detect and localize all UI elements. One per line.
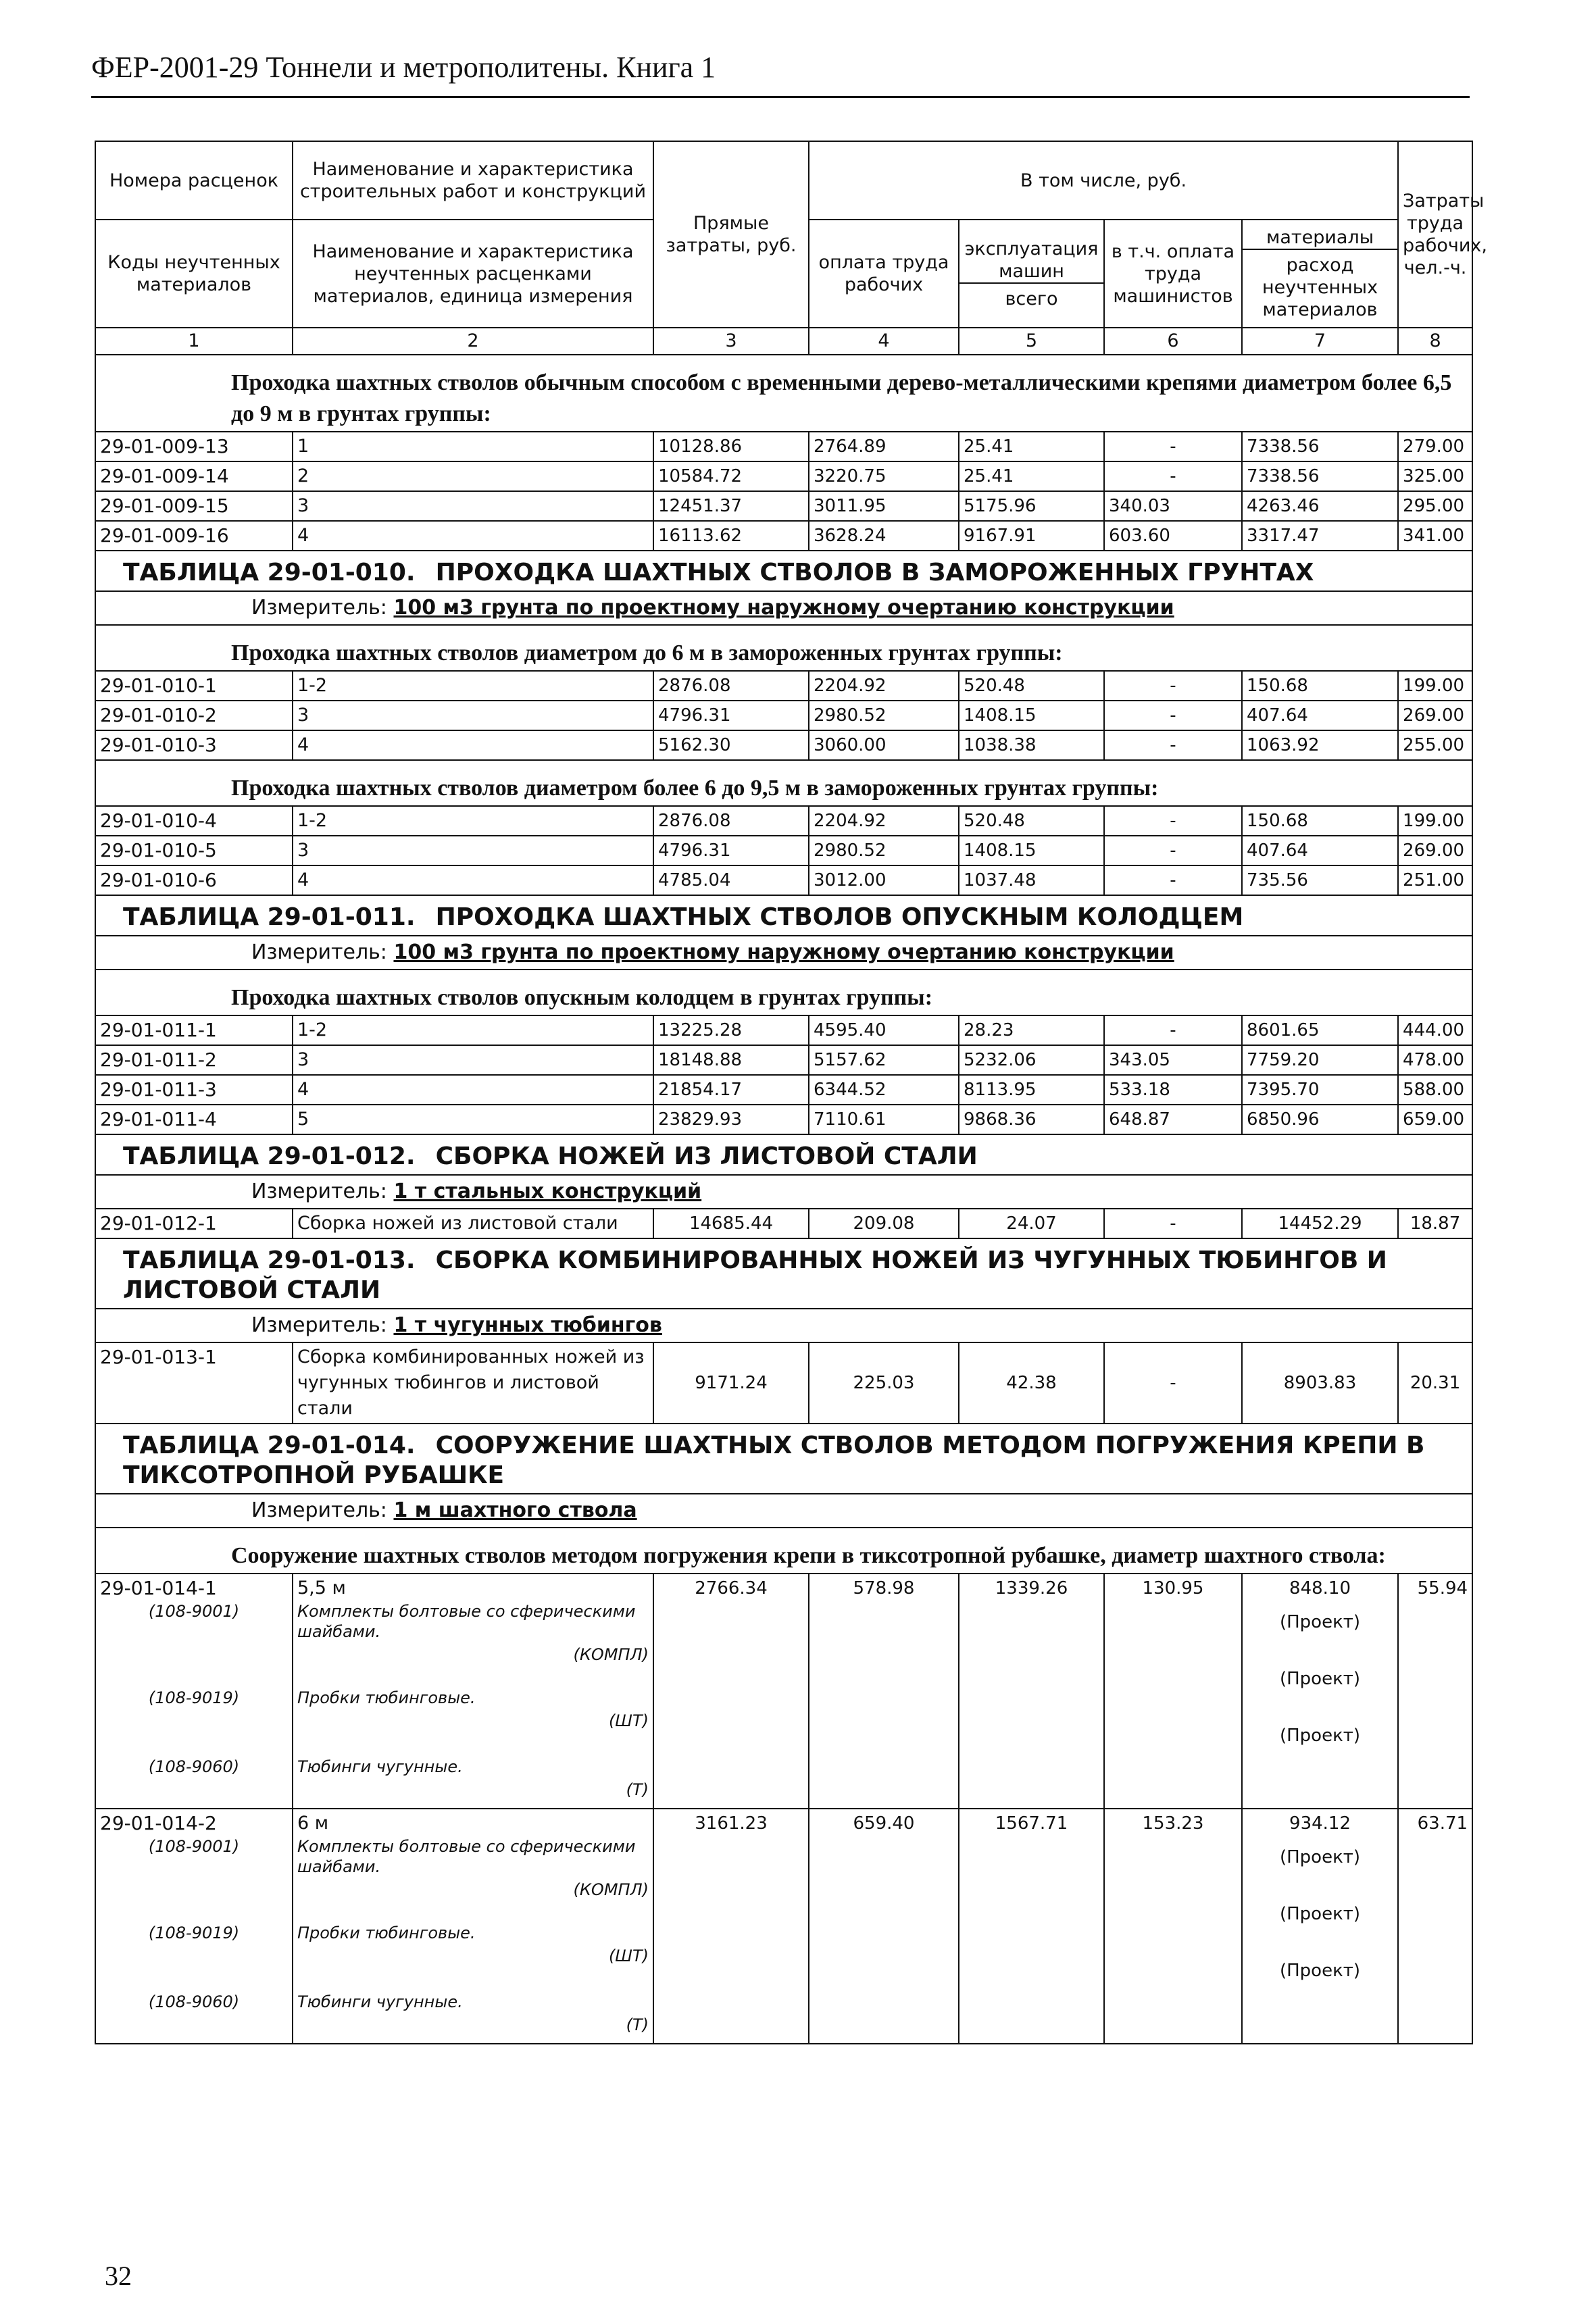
cell-value: 8113.95	[959, 1075, 1104, 1105]
meter-label: Измеритель:	[251, 1313, 387, 1337]
material-unit: (ШТ)	[608, 1711, 649, 1730]
col-number: 3	[653, 328, 809, 355]
work-name: 4	[293, 730, 653, 760]
cell-value: 1408.15	[959, 836, 1104, 865]
cell-value: 9171.24	[653, 1342, 809, 1424]
cell-value: -	[1104, 865, 1242, 895]
work-name: 1-2	[293, 806, 653, 836]
cell-value: 63.71	[1417, 1813, 1468, 1834]
table-header	[95, 141, 1487, 355]
rate-code-cell	[95, 1574, 293, 1809]
table-title-text: СБОРКА НОЖЕЙ ИЗ ЛИСТОВОЙ СТАЛИ	[435, 1142, 978, 1170]
work-name: 5	[293, 1105, 653, 1134]
cell-value: 7338.56	[1242, 461, 1398, 491]
work-name: 4	[293, 521, 653, 551]
cell-value: 16113.62	[653, 521, 809, 551]
rate-code: 29-01-014-1	[100, 1577, 217, 1599]
rate-code: 29-01-009-15	[95, 491, 293, 521]
cell-value: 18148.88	[653, 1045, 809, 1075]
material-code: (108-9060)	[148, 1757, 240, 1776]
col-number: 4	[809, 328, 959, 355]
cell-value: 9167.91	[959, 521, 1104, 551]
cell-value: 199.00	[1398, 806, 1472, 836]
rate-code: 29-01-012-1	[95, 1209, 293, 1238]
table-title-text: СБОРКА КОМБИНИРОВАННЫХ НОЖЕЙ ИЗ ЧУГУННЫХ ТЮБИНГОВ И ЛИСТОВОЙ СТАЛИ	[123, 1247, 1387, 1304]
cell-value: 1339.26	[995, 1578, 1068, 1599]
cell-value: 533.18	[1104, 1075, 1242, 1105]
cell-value: 520.48	[959, 671, 1104, 701]
meter-label: Измеритель:	[251, 596, 387, 620]
work-name-cell	[293, 1574, 653, 1809]
cell-value: 295.00	[1398, 491, 1472, 521]
cell-value: 603.60	[1104, 521, 1242, 551]
work-name: 3	[293, 491, 653, 521]
cell-value: 199.00	[1398, 671, 1472, 701]
table-row	[95, 671, 1472, 701]
cell-value: -	[1104, 806, 1242, 836]
col-number: 8	[1398, 328, 1472, 355]
work-name: 1-2	[293, 671, 653, 701]
cell-value: 21854.17	[653, 1075, 809, 1105]
cell-value: 4263.46	[1242, 491, 1398, 521]
cell-value: 341.00	[1398, 521, 1472, 551]
header-including: В том числе, руб.	[809, 141, 1398, 220]
table-row	[95, 1809, 1472, 2044]
work-name: Сборка комбинированных ножей из чугунных тюбингов и листовой стали	[293, 1342, 653, 1424]
rate-code: 29-01-009-14	[95, 461, 293, 491]
meter-line	[95, 1309, 1472, 1342]
value-cell	[653, 1574, 809, 1809]
section-heading: Сооружение шахтных стволов методом погружения крепи в тиксотропной рубашке, диаметр шахтного ствола:	[95, 1528, 1472, 1574]
cell-value: 2876.08	[653, 671, 809, 701]
header-wages: оплата труда рабочих	[809, 220, 959, 328]
material-amount: (Проект)	[1279, 1847, 1361, 1867]
work-name: 1-2	[293, 1015, 653, 1045]
material-code: (108-9019)	[148, 1923, 240, 1942]
meter-line	[95, 591, 1472, 625]
header-machines-total-label: всего	[1005, 288, 1058, 309]
table-code: ТАБЛИЦА 29-01-014.	[123, 1432, 416, 1459]
header-machines-total	[959, 220, 1104, 328]
material-amount: (Проект)	[1279, 1669, 1361, 1689]
meter-value: 100 м3 грунта по проектному наружному очертанию конструкции	[393, 940, 1174, 964]
cell-value: 153.23	[1142, 1813, 1204, 1834]
material-name: Комплекты болтовые со сферическими шайбами.	[297, 1837, 636, 1876]
table-title	[95, 1238, 1472, 1309]
cell-value: 444.00	[1398, 1015, 1472, 1045]
cell-value: 5232.06	[959, 1045, 1104, 1075]
material-unit: (Т)	[626, 2015, 649, 2034]
cell-value: -	[1104, 671, 1242, 701]
work-name: 5,5 м	[297, 1578, 346, 1599]
rate-code: 29-01-010-6	[95, 865, 293, 895]
cell-value: -	[1104, 1209, 1242, 1238]
cell-value: 1037.48	[959, 865, 1104, 895]
rates-table	[95, 141, 1487, 2044]
cell-value: 8903.83	[1242, 1342, 1398, 1424]
table-row	[95, 806, 1472, 836]
rate-code: 29-01-009-13	[95, 432, 293, 461]
rate-code: 29-01-010-3	[95, 730, 293, 760]
value-cell	[653, 1809, 809, 2044]
table-row	[95, 461, 1472, 491]
cell-value: 1063.92	[1242, 730, 1398, 760]
cell-value: -	[1104, 730, 1242, 760]
material-unit: (Т)	[626, 1780, 649, 1799]
meter-label: Измеритель:	[251, 1180, 387, 1203]
cell-value: 18.87	[1398, 1209, 1472, 1238]
cell-value: 1567.71	[995, 1813, 1068, 1834]
header-labor: Затраты труда рабочих, чел.-ч.	[1398, 141, 1472, 328]
cell-value: 25.41	[959, 432, 1104, 461]
cell-value: 7338.56	[1242, 432, 1398, 461]
meter-value: 1 м шахтного ствола	[393, 1499, 637, 1522]
cell-value: 8601.65	[1242, 1015, 1398, 1045]
value-cell	[959, 1809, 1104, 2044]
work-name: 3	[293, 1045, 653, 1075]
header-machines: эксплуатация машин	[959, 238, 1103, 284]
table-row	[95, 1105, 1472, 1134]
cell-value: 13225.28	[653, 1015, 809, 1045]
cell-value: 4796.31	[653, 836, 809, 865]
cell-value: 3161.23	[695, 1813, 768, 1834]
col-number: 1	[95, 328, 293, 355]
cell-value: 3317.47	[1242, 521, 1398, 551]
cell-value: 24.07	[959, 1209, 1104, 1238]
work-name: 2	[293, 461, 653, 491]
cell-value: 2980.52	[809, 836, 959, 865]
cell-value: 279.00	[1398, 432, 1472, 461]
work-name: 1	[293, 432, 653, 461]
table-row	[95, 836, 1472, 865]
meter-value: 100 м3 грунта по проектному наружному очертанию конструкции	[393, 596, 1174, 620]
table-row	[95, 521, 1472, 551]
cell-value: 588.00	[1398, 1075, 1472, 1105]
col-number: 6	[1104, 328, 1242, 355]
header-rate-numbers: Номера расценок	[95, 141, 293, 220]
cell-value: 269.00	[1398, 701, 1472, 730]
cell-value: 735.56	[1242, 865, 1398, 895]
cell-value: 55.94	[1417, 1578, 1468, 1599]
rate-code: 29-01-013-1	[95, 1342, 293, 1424]
cell-value: 5157.62	[809, 1045, 959, 1075]
rate-code: 29-01-011-3	[95, 1075, 293, 1105]
cell-value: 23829.93	[653, 1105, 809, 1134]
cell-value: 578.98	[853, 1578, 915, 1599]
header-unaccounted-name: Наименование и характеристика неучтенных расценками материалов, единица измерения	[293, 220, 653, 328]
material-code: (108-9019)	[148, 1688, 240, 1707]
material-code: (108-9001)	[148, 1837, 240, 1856]
value-cell	[1398, 1574, 1472, 1809]
cell-value: 934.12	[1289, 1813, 1351, 1834]
table-row	[95, 1209, 1472, 1238]
work-name: 4	[293, 865, 653, 895]
cell-value: 2766.34	[695, 1578, 768, 1599]
material-unit: (ШТ)	[608, 1946, 649, 1965]
cell-value: 4796.31	[653, 701, 809, 730]
cell-value: 2204.92	[809, 671, 959, 701]
column-numbers-row	[95, 328, 1472, 355]
cell-value: 130.95	[1142, 1578, 1204, 1599]
material-amount: (Проект)	[1279, 1612, 1361, 1632]
cell-value: 2876.08	[653, 806, 809, 836]
table-code: ТАБЛИЦА 29-01-011.	[123, 903, 416, 931]
material-unit: (КОМПЛ)	[573, 1880, 649, 1899]
rate-code: 29-01-010-2	[95, 701, 293, 730]
header-machinist-wages: в т.ч. оплата труда машинистов	[1104, 220, 1242, 328]
section-heading: Проходка шахтных стволов диаметром до 6 м в замороженных грунтах группы:	[95, 625, 1472, 671]
cell-value: 150.68	[1242, 806, 1398, 836]
material-amount: (Проект)	[1279, 1904, 1361, 1924]
cell-value: 225.03	[809, 1342, 959, 1424]
cell-value: 2204.92	[809, 806, 959, 836]
header-codes-unaccounted: Коды неучтенных материалов	[95, 220, 293, 328]
cell-value: 848.10	[1289, 1578, 1351, 1599]
table-row	[95, 730, 1472, 760]
cell-value: 2980.52	[809, 701, 959, 730]
cell-value: 255.00	[1398, 730, 1472, 760]
rate-code: 29-01-010-1	[95, 671, 293, 701]
cell-value: -	[1104, 836, 1242, 865]
table-title	[95, 551, 1472, 591]
rate-code: 29-01-014-2	[100, 1812, 217, 1834]
materials-value-cell	[1242, 1809, 1398, 2044]
table-code: ТАБЛИЦА 29-01-012.	[123, 1142, 416, 1170]
cell-value: 269.00	[1398, 836, 1472, 865]
material-amount: (Проект)	[1279, 1961, 1361, 1981]
cell-value: 28.23	[959, 1015, 1104, 1045]
work-name: 4	[293, 1075, 653, 1105]
cell-value: 7395.70	[1242, 1075, 1398, 1105]
material-name: Комплекты болтовые со сферическими шайбами.	[297, 1602, 636, 1641]
cell-value: 1038.38	[959, 730, 1104, 760]
table-row	[95, 1075, 1472, 1105]
rate-code: 29-01-011-4	[95, 1105, 293, 1134]
col-number: 5	[959, 328, 1104, 355]
cell-value: 407.64	[1242, 701, 1398, 730]
cell-value: 3628.24	[809, 521, 959, 551]
table-row	[95, 1574, 1472, 1809]
meter-label: Измеритель:	[251, 940, 387, 964]
cell-value: 251.00	[1398, 865, 1472, 895]
cell-value: 14452.29	[1242, 1209, 1398, 1238]
table-title-text: СООРУЖЕНИЕ ШАХТНЫХ СТВОЛОВ МЕТОДОМ ПОГРУЖЕНИЯ КРЕПИ В ТИКСОТРОПНОЙ РУБАШКЕ	[123, 1432, 1425, 1489]
cell-value: -	[1104, 432, 1242, 461]
cell-value: -	[1104, 461, 1242, 491]
cell-value: 42.38	[959, 1342, 1104, 1424]
table-code: ТАБЛИЦА 29-01-013.	[123, 1247, 416, 1274]
cell-value: 343.05	[1104, 1045, 1242, 1075]
section-heading: Проходка шахтных стволов диаметром более 6 до 9,5 м в замороженных грунтах группы:	[95, 760, 1472, 806]
meter-label: Измеритель:	[251, 1499, 387, 1522]
rate-code-cell	[95, 1809, 293, 2044]
cell-value: 4595.40	[809, 1015, 959, 1045]
table-row	[95, 1045, 1472, 1075]
material-name: Тюбинги чугунные.	[297, 1992, 463, 2011]
cell-value: 2764.89	[809, 432, 959, 461]
table-title	[95, 1134, 1472, 1175]
work-name: 3	[293, 701, 653, 730]
meter-line	[95, 936, 1472, 970]
cell-value: -	[1104, 1015, 1242, 1045]
cell-value: 659.00	[1398, 1105, 1472, 1134]
cell-value: 3220.75	[809, 461, 959, 491]
cell-value: -	[1104, 701, 1242, 730]
rate-code: 29-01-010-4	[95, 806, 293, 836]
cell-value: 478.00	[1398, 1045, 1472, 1075]
value-cell	[1104, 1809, 1242, 2044]
value-cell	[1104, 1574, 1242, 1809]
header-direct-costs: Прямые затраты, руб.	[653, 141, 809, 328]
section-heading: Проходка шахтных стволов обычным способом с временными дерево-металлическими крепями диаметром более 6,5 до 9 м в грунтах группы:	[95, 355, 1472, 432]
meter-value: 1 т чугунных тюбингов	[393, 1313, 662, 1337]
header-materials-unaccounted	[1242, 220, 1398, 328]
table-row	[95, 491, 1472, 521]
meter-value: 1 т стальных конструкций	[393, 1180, 702, 1203]
value-cell	[809, 1574, 959, 1809]
cell-value: 3060.00	[809, 730, 959, 760]
work-name: 3	[293, 836, 653, 865]
work-name: Сборка ножей из листовой стали	[293, 1209, 653, 1238]
cell-value: 9868.36	[959, 1105, 1104, 1134]
cell-value: 4785.04	[653, 865, 809, 895]
material-name: Пробки тюбинговые.	[297, 1688, 476, 1707]
table-title	[95, 1424, 1472, 1494]
cell-value: 7759.20	[1242, 1045, 1398, 1075]
header-materials-unaccounted-label: расход неучтенных материалов	[1262, 255, 1378, 320]
cell-value: 10128.86	[653, 432, 809, 461]
cell-value: 150.68	[1242, 671, 1398, 701]
cell-value: 659.40	[853, 1813, 915, 1834]
rate-code: 29-01-011-1	[95, 1015, 293, 1045]
cell-value: 209.08	[809, 1209, 959, 1238]
rate-code: 29-01-011-2	[95, 1045, 293, 1075]
value-cell	[959, 1574, 1104, 1809]
cell-value: 10584.72	[653, 461, 809, 491]
materials-value-cell	[1242, 1574, 1398, 1809]
cell-value: 20.31	[1398, 1342, 1472, 1424]
value-cell	[809, 1809, 959, 2044]
cell-value: 3011.95	[809, 491, 959, 521]
material-name: Пробки тюбинговые.	[297, 1923, 476, 1942]
col-number: 2	[293, 328, 653, 355]
cell-value: 520.48	[959, 806, 1104, 836]
page-number: 32	[105, 2261, 132, 2291]
cell-value: 5162.30	[653, 730, 809, 760]
table-title-text: ПРОХОДКА ШАХТНЫХ СТВОЛОВ ОПУСКНЫМ КОЛОДЦЕМ	[435, 903, 1244, 931]
table-row	[95, 1342, 1472, 1424]
table-title	[95, 895, 1472, 936]
table-row	[95, 432, 1472, 461]
table-title-text: ПРОХОДКА ШАХТНЫХ СТВОЛОВ В ЗАМОРОЖЕННЫХ ГРУНТАХ	[435, 559, 1314, 586]
table-row	[95, 701, 1472, 730]
cell-value: 14685.44	[653, 1209, 809, 1238]
work-name-cell	[293, 1809, 653, 2044]
rate-code: 29-01-010-5	[95, 836, 293, 865]
cell-value: 407.64	[1242, 836, 1398, 865]
work-name: 6 м	[297, 1813, 329, 1834]
cell-value: 12451.37	[653, 491, 809, 521]
cell-value: 6344.52	[809, 1075, 959, 1105]
material-amount: (Проект)	[1279, 1726, 1361, 1746]
material-name: Тюбинги чугунные.	[297, 1757, 463, 1776]
material-code: (108-9060)	[148, 1992, 240, 2011]
col-number: 7	[1242, 328, 1398, 355]
cell-value: 325.00	[1398, 461, 1472, 491]
cell-value: 5175.96	[959, 491, 1104, 521]
cell-value: 340.03	[1104, 491, 1242, 521]
meter-line	[95, 1175, 1472, 1209]
cell-value: 25.41	[959, 461, 1104, 491]
meter-line	[95, 1494, 1472, 1528]
header-materials: материалы	[1243, 226, 1397, 250]
rate-code: 29-01-009-16	[95, 521, 293, 551]
section-heading: Проходка шахтных стволов опускным колодцем в грунтах группы:	[95, 970, 1472, 1015]
cell-value: 648.87	[1104, 1105, 1242, 1134]
table-row	[95, 865, 1472, 895]
page-header: ФЕР-2001-29 Тоннели и метрополитены. Книга 1	[91, 47, 1470, 98]
cell-value: -	[1104, 1342, 1242, 1424]
cell-value: 3012.00	[809, 865, 959, 895]
material-unit: (КОМПЛ)	[573, 1645, 649, 1664]
material-code: (108-9001)	[148, 1602, 240, 1621]
value-cell	[1398, 1809, 1472, 2044]
cell-value: 1408.15	[959, 701, 1104, 730]
table-body	[95, 355, 1472, 2044]
table-row	[95, 1015, 1472, 1045]
cell-value: 7110.61	[809, 1105, 959, 1134]
cell-value: 6850.96	[1242, 1105, 1398, 1134]
table-code: ТАБЛИЦА 29-01-010.	[123, 559, 416, 586]
header-work-name: Наименование и характеристика строительных работ и конструкций	[293, 141, 653, 220]
